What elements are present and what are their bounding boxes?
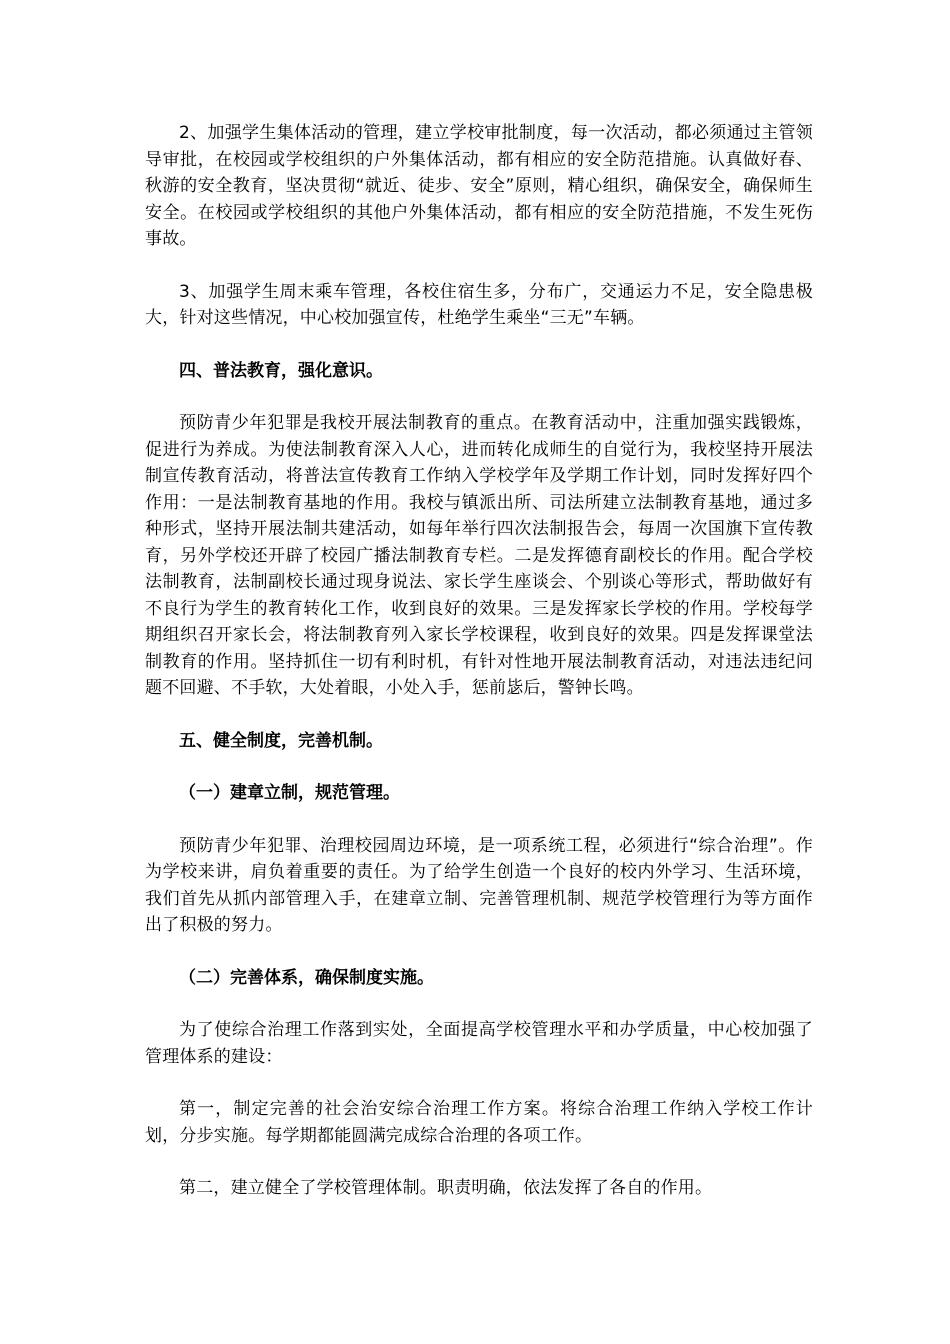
paragraph-management-system: 为了使综合治理工作落到实处，全面提高学校管理水平和办学质量，中心校加强了管理体系的建设： xyxy=(145,1020,813,1067)
paragraph-second-system: 第二，建立健全了学校管理体制。职责明确，依法发挥了各自的作用。 xyxy=(179,1178,713,1198)
section-heading-system-mechanism: 五、健全制度，完善机制。 xyxy=(179,730,383,751)
section-heading-legal-education: 四、普法教育，强化意识。 xyxy=(179,360,383,381)
document-page xyxy=(145,120,813,1228)
paragraph-legal-education: 预防青少年犯罪是我校开展法制教育的重点。在教育活动中，注重加强实践锻炼，促进行为养成。为使法制教育深入人心，进而转化成师生的自觉行为，我校坚持开展法制宣传教育活动，将普法宣传教育工作纳入学校学年及学期工作计划，同时发挥好四个作用：一是法制教育基地的作用。我校与镇派出所、司法所建立法制教育基地，通过多种形式，坚持开展法制共建活动，如每年举行四次法制报告会，每周一次国旗下宣传教育，另外学校还开辟了校园广播法制教育专栏。二是发挥德育副校长的作用。配合学校法制教育，法制副校长通过现身说法、家长学生座谈会、个别谈心等形式，帮助做好有不良行为学生的教育转化工作，收到良好的效果。三是发挥家长学校的作用。学校每学期组织召开家长会，将法制教育列入家长学校课程，收到良好的效果。四是发挥课堂法制教育的作用。坚持抓住一切有利时机，有针对性地开展法制教育活动，对违法违纪问题不回避、不手软，大处着眼，小处入手，惩前毖后，警钟长鸣。 xyxy=(145,413,813,698)
subheading-rules-management: （一）建章立制，规范管理。 xyxy=(179,783,400,803)
paragraph-first-plan: 第一，制定完善的社会治安综合治理工作方案。将综合治理工作纳入学校工作计划，分步实施。每学期都能圆满完成综合治理的各项工作。 xyxy=(145,1099,813,1146)
paragraph-weekend-transport: 3、加强学生周末乘车管理，各校住宿生多，分布广，交通运力不足，安全隐患极大，针对这些情况，中心校加强宣传，杜绝学生乘坐“三无”车辆。 xyxy=(145,281,813,328)
subheading-system-implementation: （二）完善体系，确保制度实施。 xyxy=(179,967,434,988)
paragraph-activity-management: 2、加强学生集体活动的管理，建立学校审批制度，每一次活动，都必须通过主管领导审批，在校园或学校组织的户外集体活动，都有相应的安全防范措施。认真做好春、秋游的安全教育，坚决贯彻“就近、徒步、安全”原则，精心组织，确保安全，确保师生安全。在校园或学校组织的其他户外集体活动，都有相应的安全防范措施，不发生死伤事故。 xyxy=(145,123,813,249)
paragraph-comprehensive-governance: 预防青少年犯罪、治理校园周边环境，是一项系统工程，必须进行“综合治理”。作为学校来讲，肩负着重要的责任。为了给学生创造一个良好的校内外学习、生活环境，我们首先从抓内部管理入手，在建章立制、完善管理机制、规范学校管理行为等方面作出了积极的努力。 xyxy=(145,835,813,935)
